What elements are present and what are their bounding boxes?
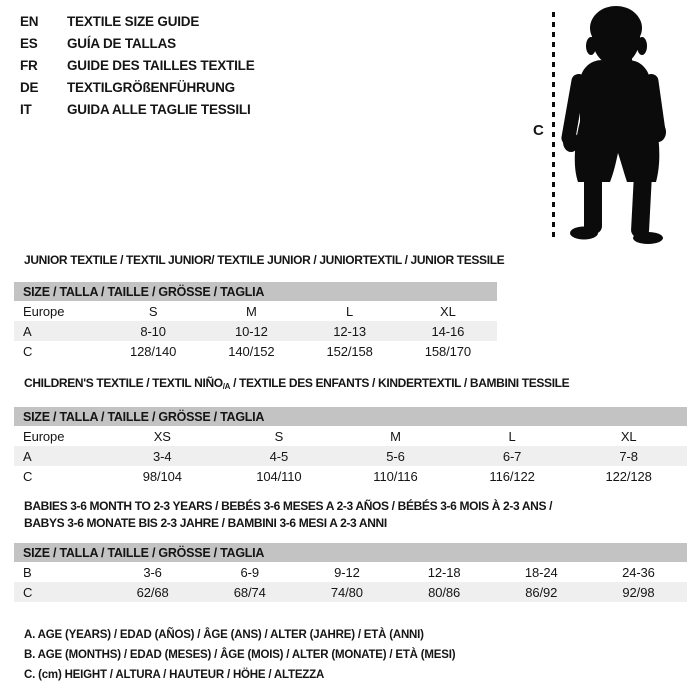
row-label: C — [23, 343, 33, 359]
table-cell: 3-6 — [143, 564, 162, 580]
table-cell: 104/110 — [256, 468, 302, 484]
row-label: B — [23, 564, 32, 580]
table-row — [14, 426, 687, 446]
table-row — [14, 301, 497, 321]
row-label: Europe — [23, 428, 65, 444]
table-cell: 110/116 — [373, 468, 418, 484]
table-row — [14, 341, 497, 361]
table-cell: 68/74 — [233, 584, 266, 600]
size-table-header: SIZE / TALLA / TAILLE / GRÖSSE / TAGLIA — [14, 282, 497, 301]
table-row — [14, 446, 687, 466]
table-cell: 158/170 — [424, 343, 472, 359]
language-code: EN — [20, 13, 39, 29]
row-label: C — [23, 468, 33, 484]
legend-note: A. AGE (YEARS) / EDAD (AÑOS) / ÂGE (ANS) / ALTER (JAHRE) / ETÀ (ANNI) — [24, 629, 424, 641]
table-cell: 74/80 — [330, 584, 363, 600]
table-title-text: BABIES 3-6 MONTH TO 2-3 YEARS / BEBÉS 3-6 MESES A 2-3 AÑOS / BÉBÉS 3-6 MOIS À 2-3 ANS / — [24, 499, 553, 513]
row-label: A — [23, 323, 32, 339]
size-table — [14, 543, 687, 602]
table-cell: M — [246, 303, 257, 319]
table-title — [24, 375, 687, 395]
language-code: FR — [20, 57, 38, 73]
table-title — [24, 515, 687, 532]
toddler-silhouette-icon — [558, 4, 683, 244]
table-cell: 10-12 — [235, 323, 268, 339]
height-measure-label: C — [533, 122, 544, 139]
table-cell: XS — [153, 428, 171, 444]
size-table-section — [14, 252, 687, 361]
table-cell: L — [508, 428, 516, 444]
table-cell: 3-4 — [153, 448, 172, 464]
table-title — [24, 252, 687, 269]
size-tables — [14, 246, 687, 685]
table-row — [14, 466, 687, 486]
table-cell: 6-9 — [240, 564, 259, 580]
table-cell: 12-18 — [427, 564, 461, 580]
language-label: GUÍA DE TALLAS — [67, 35, 176, 51]
table-title-text: JUNIOR TEXTILE / TEXTIL JUNIOR/ TEXTILE JUNIOR / JUNIORTEXTIL / JUNIOR TESSILE — [24, 253, 505, 267]
size-table — [14, 407, 687, 486]
table-cell: 18-24 — [524, 564, 558, 580]
language-label: TEXTILE SIZE GUIDE — [67, 13, 200, 29]
language-list — [20, 10, 255, 120]
table-title-text: BABYS 3-6 MONATE BIS 2-3 JAHRE / BAMBINI 3-6 MESI A 2-3 ANNI — [24, 516, 387, 530]
row-label: C — [23, 584, 33, 600]
table-cell: 86/92 — [525, 584, 558, 600]
legend-notes — [24, 625, 687, 685]
table-title-text: CHILDREN'S TEXTILE / TEXTIL NIÑO — [24, 376, 223, 390]
table-row — [14, 582, 687, 602]
language-code: DE — [20, 79, 39, 95]
table-title-text: / TEXTILE DES ENFANTS / KINDERTEXTIL / BAMBINI TESSILE — [230, 376, 570, 390]
table-cell: S — [274, 428, 284, 444]
table-cell: 122/128 — [605, 468, 652, 484]
table-cell: XL — [620, 428, 637, 444]
table-cell: 4-5 — [269, 448, 289, 464]
legend-note: C. (cm) HEIGHT / ALTURA / HAUTEUR / HÖHE / ALTEZZA — [24, 669, 325, 681]
table-cell: S — [148, 303, 158, 319]
language-label: GUIDE DES TAILLES TEXTILE — [67, 57, 255, 73]
language-code: ES — [20, 35, 38, 51]
table-cell: 5-6 — [386, 448, 405, 464]
table-cell: 98/104 — [142, 468, 182, 484]
size-table-section — [14, 375, 687, 486]
table-cell: 62/68 — [136, 584, 169, 600]
language-row — [20, 32, 255, 54]
legend-note: B. AGE (MONTHS) / EDAD (MESES) / ÂGE (MOIS) / ALTER (MONATE) / ETÀ (MESI) — [24, 649, 456, 661]
row-label: Europe — [23, 303, 65, 319]
table-cell: 116/122 — [489, 468, 535, 484]
language-label: TEXTILGRÖßENFÜHRUNG — [67, 79, 235, 95]
table-row — [14, 562, 687, 582]
row-label: A — [23, 448, 32, 464]
language-row — [20, 98, 255, 120]
table-cell: 14-16 — [431, 323, 465, 339]
table-cell: L — [346, 303, 354, 319]
table-title — [24, 498, 687, 515]
table-cell: 92/98 — [622, 584, 655, 600]
table-cell: 140/152 — [228, 343, 275, 359]
table-title-subscript: /A — [222, 382, 231, 391]
table-cell: 12-13 — [333, 323, 366, 339]
height-figure — [500, 0, 700, 250]
language-code: IT — [20, 101, 32, 117]
language-row — [20, 76, 255, 98]
table-cell: 80/86 — [428, 584, 461, 600]
table-cell: 9-12 — [334, 564, 360, 580]
table-row — [14, 321, 497, 341]
table-cell: XL — [440, 303, 456, 319]
table-cell: 152/158 — [326, 343, 373, 359]
table-cell: 24-36 — [622, 564, 655, 580]
size-table-header: SIZE / TALLA / TAILLE / GRÖSSE / TAGLIA — [14, 543, 687, 562]
table-cell: M — [390, 428, 401, 444]
size-table — [14, 282, 497, 361]
height-dashed-line — [552, 12, 555, 242]
table-cell: 8-10 — [140, 323, 166, 339]
language-row — [20, 54, 255, 76]
language-row — [20, 10, 255, 32]
language-label: GUIDA ALLE TAGLIE TESSILI — [67, 101, 251, 117]
table-cell: 128/140 — [129, 343, 177, 359]
size-table-header: SIZE / TALLA / TAILLE / GRÖSSE / TAGLIA — [14, 407, 687, 426]
size-table-section — [14, 498, 687, 602]
table-cell: 7-8 — [619, 448, 638, 464]
table-cell: 6-7 — [502, 448, 522, 464]
